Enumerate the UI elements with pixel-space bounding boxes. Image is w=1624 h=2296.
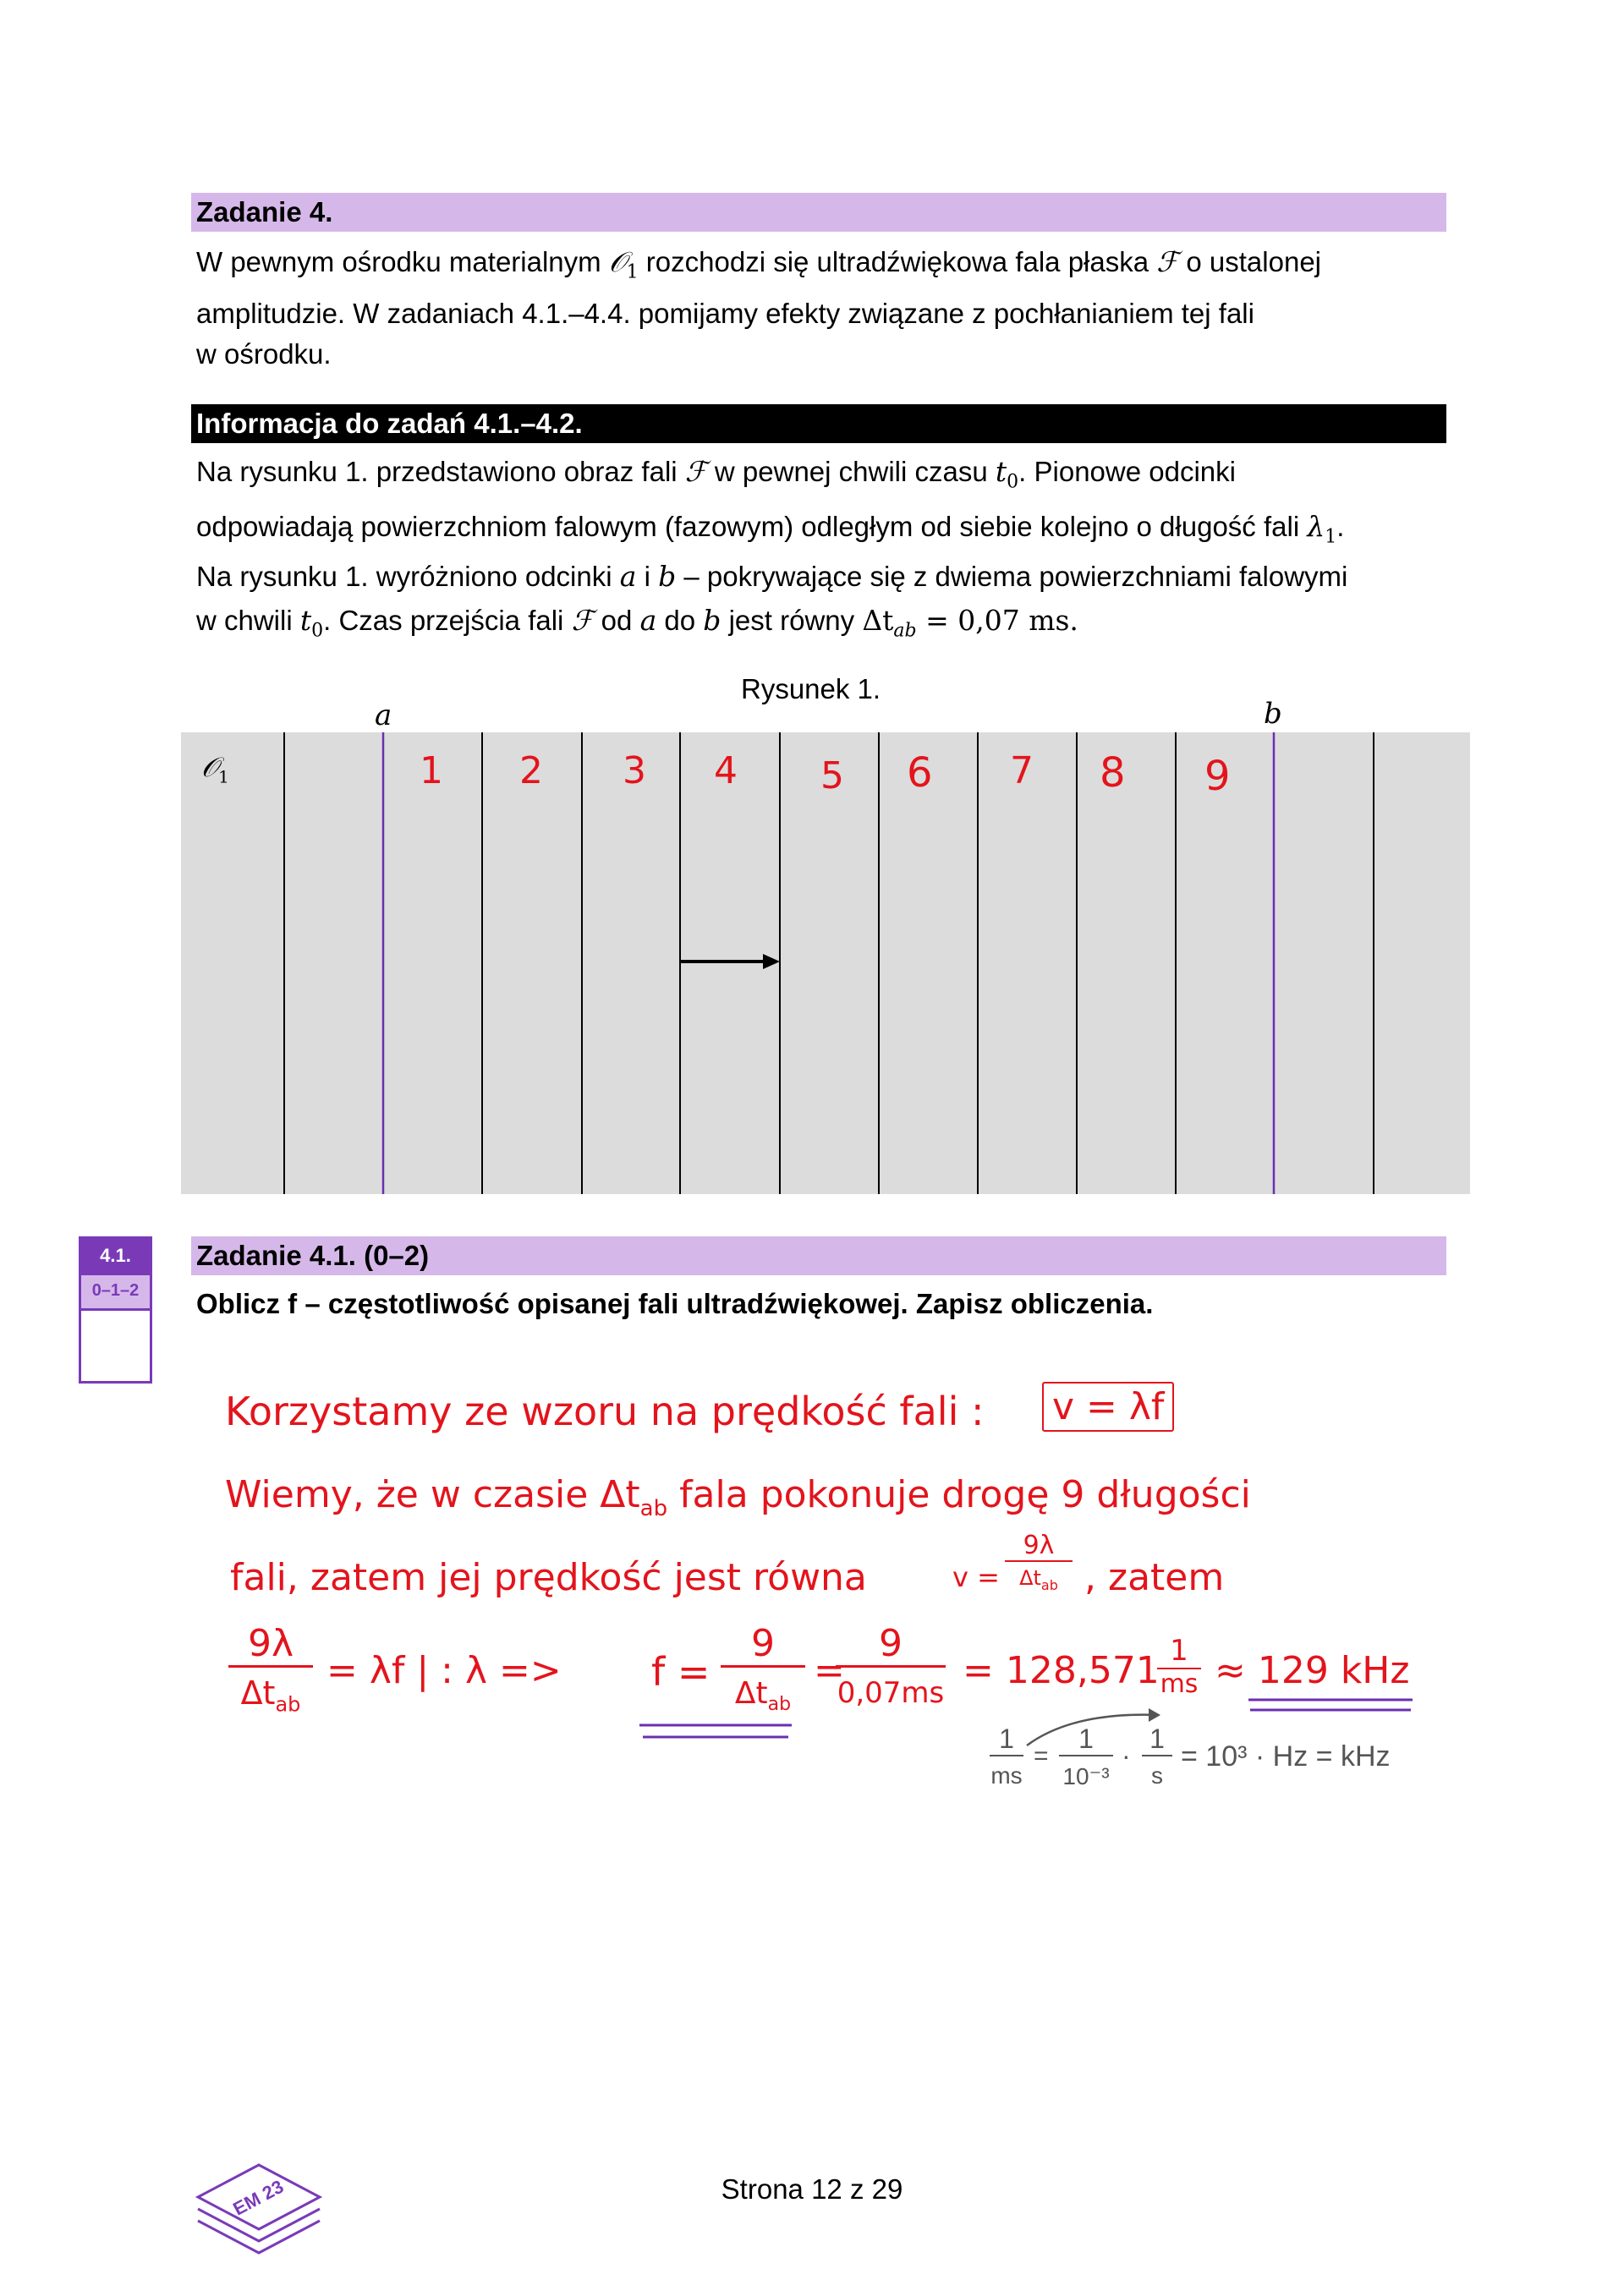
unit-den1: ms bbox=[990, 1762, 1023, 1789]
unit-den3: s bbox=[1151, 1762, 1163, 1789]
info-text: i bbox=[636, 561, 659, 592]
logo-icon bbox=[191, 2156, 326, 2258]
hw-eq-frac3-num: 9 bbox=[836, 1622, 946, 1668]
page-number: Strona 12 z 29 bbox=[721, 2173, 903, 2205]
info-header: Informacja do zadań 4.1.–4.2. bbox=[191, 404, 1446, 443]
subtask-instruction: Oblicz f – częstotliwość opisanej fali ultradźwiękowej. Zapisz obliczenia. bbox=[196, 1288, 1154, 1319]
hw-number-7: 7 bbox=[1010, 749, 1034, 792]
figure-label-a: a bbox=[375, 699, 392, 732]
info-text: Na rysunku 1. wyróżniono odcinki bbox=[196, 561, 620, 592]
hw-eq-frac2-num: 9 bbox=[721, 1622, 805, 1668]
hw-line-2: Wiemy, że w czasie $\Delta t_{ab}$ fala pokonuje drogę 9 długości bbox=[225, 1473, 1251, 1521]
info-text: Na rysunku 1. przedstawiono obraz fali bbox=[196, 456, 685, 487]
dt-value: = 0,07 ms. bbox=[916, 604, 1078, 637]
hw-eq-num: 9λ bbox=[228, 1622, 313, 1668]
figure-label-b: b bbox=[1264, 697, 1282, 731]
hw-eq-unit-den: ms bbox=[1160, 1669, 1199, 1699]
medium-sub: 1 bbox=[626, 261, 639, 283]
task-title: Zadanie 4. bbox=[191, 193, 1446, 232]
subtask-points: 0–1–2 bbox=[79, 1275, 152, 1311]
dt-symbol: Δt bbox=[862, 604, 894, 637]
info-text: . bbox=[1336, 510, 1345, 542]
intro-text-2: rozchodzi się ultradźwiękowa fala płaska bbox=[638, 246, 1157, 277]
t0-sub: 0 bbox=[311, 620, 324, 642]
hw-line-3-den: $\Delta t_{ab}$ bbox=[1019, 1566, 1058, 1593]
unit-num1: 1 bbox=[990, 1723, 1023, 1756]
hw-eq-den: $\Delta t_{ab}$ bbox=[240, 1674, 301, 1717]
intro-line-3: w ośrodku. bbox=[196, 337, 332, 370]
lambda-symbol: λ bbox=[1307, 509, 1325, 543]
seg-a: a bbox=[639, 604, 657, 637]
subtask-title: Zadanie 4.1. (0–2) bbox=[191, 1236, 1446, 1275]
seg-b: b bbox=[703, 604, 721, 637]
intro-text-3: o ustalonej bbox=[1178, 246, 1322, 277]
hw-number-4: 4 bbox=[714, 749, 738, 792]
hw-eq-frac3-den: 0,07ms bbox=[837, 1676, 945, 1710]
info-text: – pokrywające się z dwiema powierzchniami falowymi bbox=[676, 561, 1348, 592]
t0-symbol: t bbox=[299, 604, 312, 637]
lambda-sub: 1 bbox=[1325, 526, 1337, 548]
figure-caption: Rysunek 1. bbox=[741, 673, 881, 704]
hw-eq-unit-num: 1 bbox=[1157, 1634, 1201, 1669]
unit-num3: 1 bbox=[1142, 1723, 1172, 1756]
hw-number-5: 5 bbox=[820, 754, 844, 797]
intro-line-2: amplitudzie. W zadaniach 4.1.–4.4. pomijamy efekty związane z pochłanianiem tej fali bbox=[196, 297, 1254, 329]
unit-dot: · bbox=[1122, 1740, 1131, 1771]
hw-eq-approx: ≈ 129 kHz bbox=[1215, 1649, 1410, 1692]
intro-text-1: W pewnym ośrodku materialnym bbox=[196, 246, 609, 277]
t0-sub: 0 bbox=[1007, 471, 1019, 493]
t0-symbol: t bbox=[995, 455, 1007, 488]
info-text: w pewnej chwili czasu bbox=[706, 456, 996, 487]
info-text: do bbox=[656, 605, 704, 636]
hw-eq-frac2-den: $\Delta t_{ab}$ bbox=[734, 1676, 792, 1716]
hw-number-8: 8 bbox=[1100, 749, 1126, 797]
unit-num2: 1 bbox=[1059, 1723, 1113, 1756]
hw-eq-eq2: = bbox=[814, 1649, 845, 1692]
info-text: odpowiadają powierzchniom falowym (fazowym) odległym od siebie kolejno o długość fali bbox=[196, 510, 1308, 542]
hw-line-1: Korzystamy ze wzoru na prędkość fali : bbox=[225, 1389, 985, 1434]
info-text: . Czas przejścia fali bbox=[323, 605, 572, 636]
hw-eq-result: = 128,571 bbox=[963, 1649, 1160, 1692]
hw-line-3-v: v = bbox=[952, 1561, 1000, 1593]
info-text: jest równy bbox=[721, 605, 863, 636]
hw-number-2: 2 bbox=[519, 749, 543, 792]
hw-number-1: 1 bbox=[420, 749, 443, 792]
hw-formula-box: v = λf bbox=[1042, 1382, 1174, 1432]
dt-sub: ab bbox=[893, 620, 917, 642]
unit-den2: 10⁻³ bbox=[1062, 1763, 1110, 1789]
wave-symbol: ℱ bbox=[684, 455, 707, 488]
hw-number-3: 3 bbox=[623, 749, 646, 792]
subtask-number: 4.1. bbox=[79, 1236, 152, 1275]
info-text: . Pionowe odcinki bbox=[1018, 456, 1236, 487]
hw-eq-f: f = bbox=[651, 1649, 710, 1695]
logo-text: EM 23 bbox=[229, 2175, 288, 2220]
hw-line-3-end: , zatem bbox=[1084, 1556, 1225, 1599]
seg-a: a bbox=[619, 560, 637, 593]
hw-eq-mid: = λf | : λ => bbox=[326, 1649, 562, 1692]
hw-number-9: 9 bbox=[1204, 753, 1231, 800]
medium-symbol: 𝒪 bbox=[608, 245, 627, 278]
hw-line-3: fali, zatem jej prędkość jest równa bbox=[230, 1556, 867, 1599]
hw-number-6: 6 bbox=[907, 749, 933, 797]
hw-line-3-num: 9λ bbox=[1005, 1531, 1073, 1562]
wave-symbol: ℱ bbox=[1156, 245, 1179, 278]
seg-b: b bbox=[658, 560, 677, 593]
unit-eq: = bbox=[1034, 1742, 1049, 1770]
info-text: od bbox=[593, 605, 640, 636]
unit-result: = 10³ · Hz = kHz bbox=[1181, 1740, 1391, 1773]
wave-symbol: ℱ bbox=[571, 604, 594, 637]
info-text: w chwili bbox=[196, 605, 300, 636]
figure-medium-label: 𝒪$_1$ bbox=[201, 751, 229, 787]
